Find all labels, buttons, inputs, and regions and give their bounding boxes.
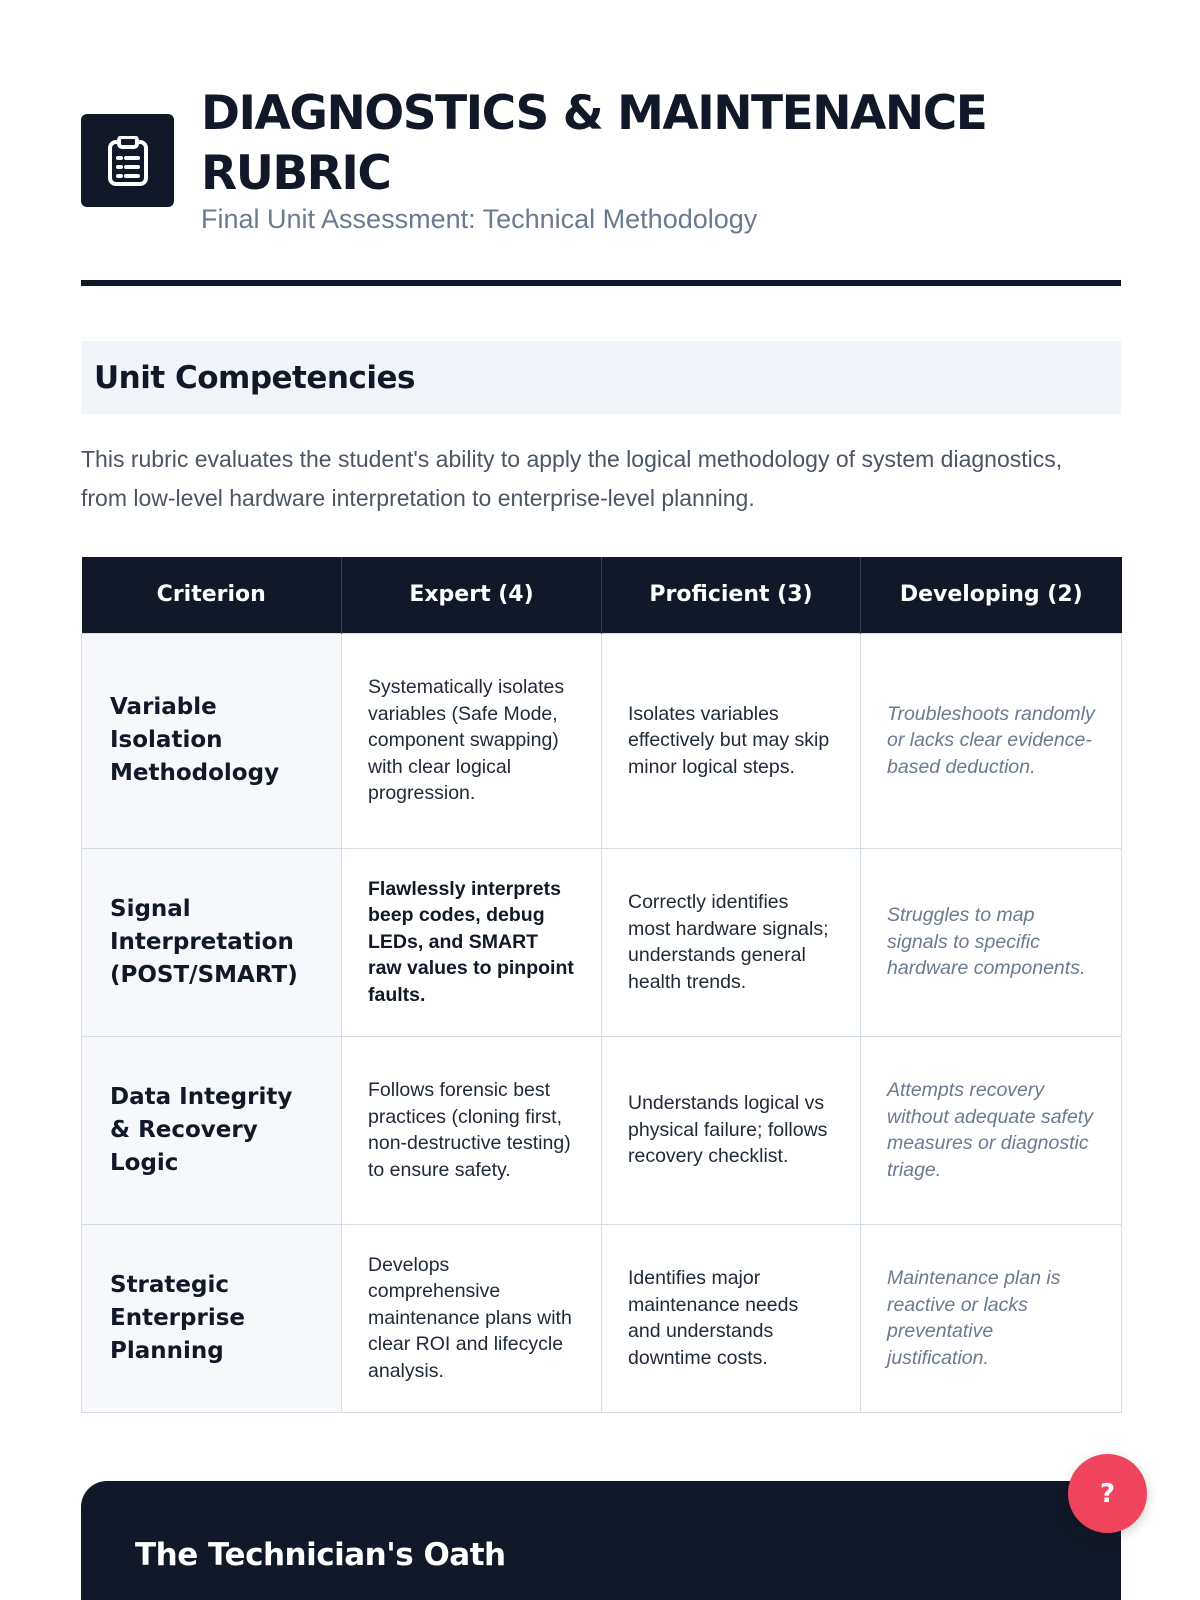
- table-row: [82, 633, 1122, 848]
- section-heading-text: Unit Competencies: [94, 359, 415, 396]
- rubric-table: [81, 557, 1122, 1413]
- column-header-proficient: Proficient (3): [602, 557, 861, 633]
- intro-paragraph: This rubric evaluates the student's ability to apply the logical methodology of system diagnostics, from low-level hardware interpretation to enterprise-level planning.: [81, 446, 1063, 511]
- criterion-cell: Signal Interpretation (POST/SMART): [82, 848, 342, 1036]
- help-button[interactable]: [1068, 1454, 1147, 1533]
- column-header-developing: Developing (2): [861, 557, 1122, 633]
- column-header-criterion: Criterion: [82, 557, 342, 633]
- table-row: [82, 1224, 1122, 1412]
- clipboard-icon: [107, 136, 149, 186]
- expert-cell: Systematically isolates variables (Safe Mode, component swapping) with clear logical progression.: [342, 633, 602, 848]
- expert-cell: Flawlessly interprets beep codes, debug LEDs, and SMART raw values to pinpoint faults.: [342, 848, 602, 1036]
- table-row: [82, 848, 1122, 1036]
- proficient-cell: Understands logical vs physical failure; follows recovery checklist.: [602, 1036, 861, 1224]
- developing-cell: Maintenance plan is reactive or lacks preventative justification.: [861, 1224, 1122, 1412]
- proficient-cell: Isolates variables effectively but may skip minor logical steps.: [602, 633, 861, 848]
- expert-cell: Follows forensic best practices (cloning first, non-destructive testing) to ensure safety.: [342, 1036, 602, 1224]
- criterion-cell: Variable Isolation Methodology: [82, 633, 342, 848]
- table-header-row: [82, 557, 1122, 633]
- section-heading: [81, 341, 1121, 414]
- proficient-cell: Identifies major maintenance needs and understands downtime costs.: [602, 1224, 861, 1412]
- page-title: DIAGNOSTICS & MAINTENANCE RUBRIC: [201, 86, 987, 201]
- developing-cell: Troubleshoots randomly or lacks clear evidence-based deduction.: [861, 633, 1122, 848]
- criterion-cell: Strategic Enterprise Planning: [82, 1224, 342, 1412]
- developing-cell: Attempts recovery without adequate safety measures or diagnostic triage.: [861, 1036, 1122, 1224]
- proficient-cell: Correctly identifies most hardware signals; understands general health trends.: [602, 848, 861, 1036]
- page-header: [81, 84, 1121, 244]
- table-row: [82, 1036, 1122, 1224]
- expert-cell: Develops comprehensive maintenance plans with clear ROI and lifecycle analysis.: [342, 1224, 602, 1412]
- oath-title: The Technician's Oath: [135, 1537, 506, 1573]
- page-subtitle: Final Unit Assessment: Technical Methodology: [201, 204, 758, 234]
- header-divider: [81, 280, 1121, 286]
- criterion-cell: Data Integrity & Recovery Logic: [82, 1036, 342, 1224]
- question-mark-icon: ?: [1099, 1478, 1116, 1509]
- logo-badge: [81, 114, 174, 207]
- column-header-expert: Expert (4): [342, 557, 602, 633]
- oath-panel: [81, 1478, 1121, 1600]
- developing-cell: Struggles to map signals to specific hardware components.: [861, 848, 1122, 1036]
